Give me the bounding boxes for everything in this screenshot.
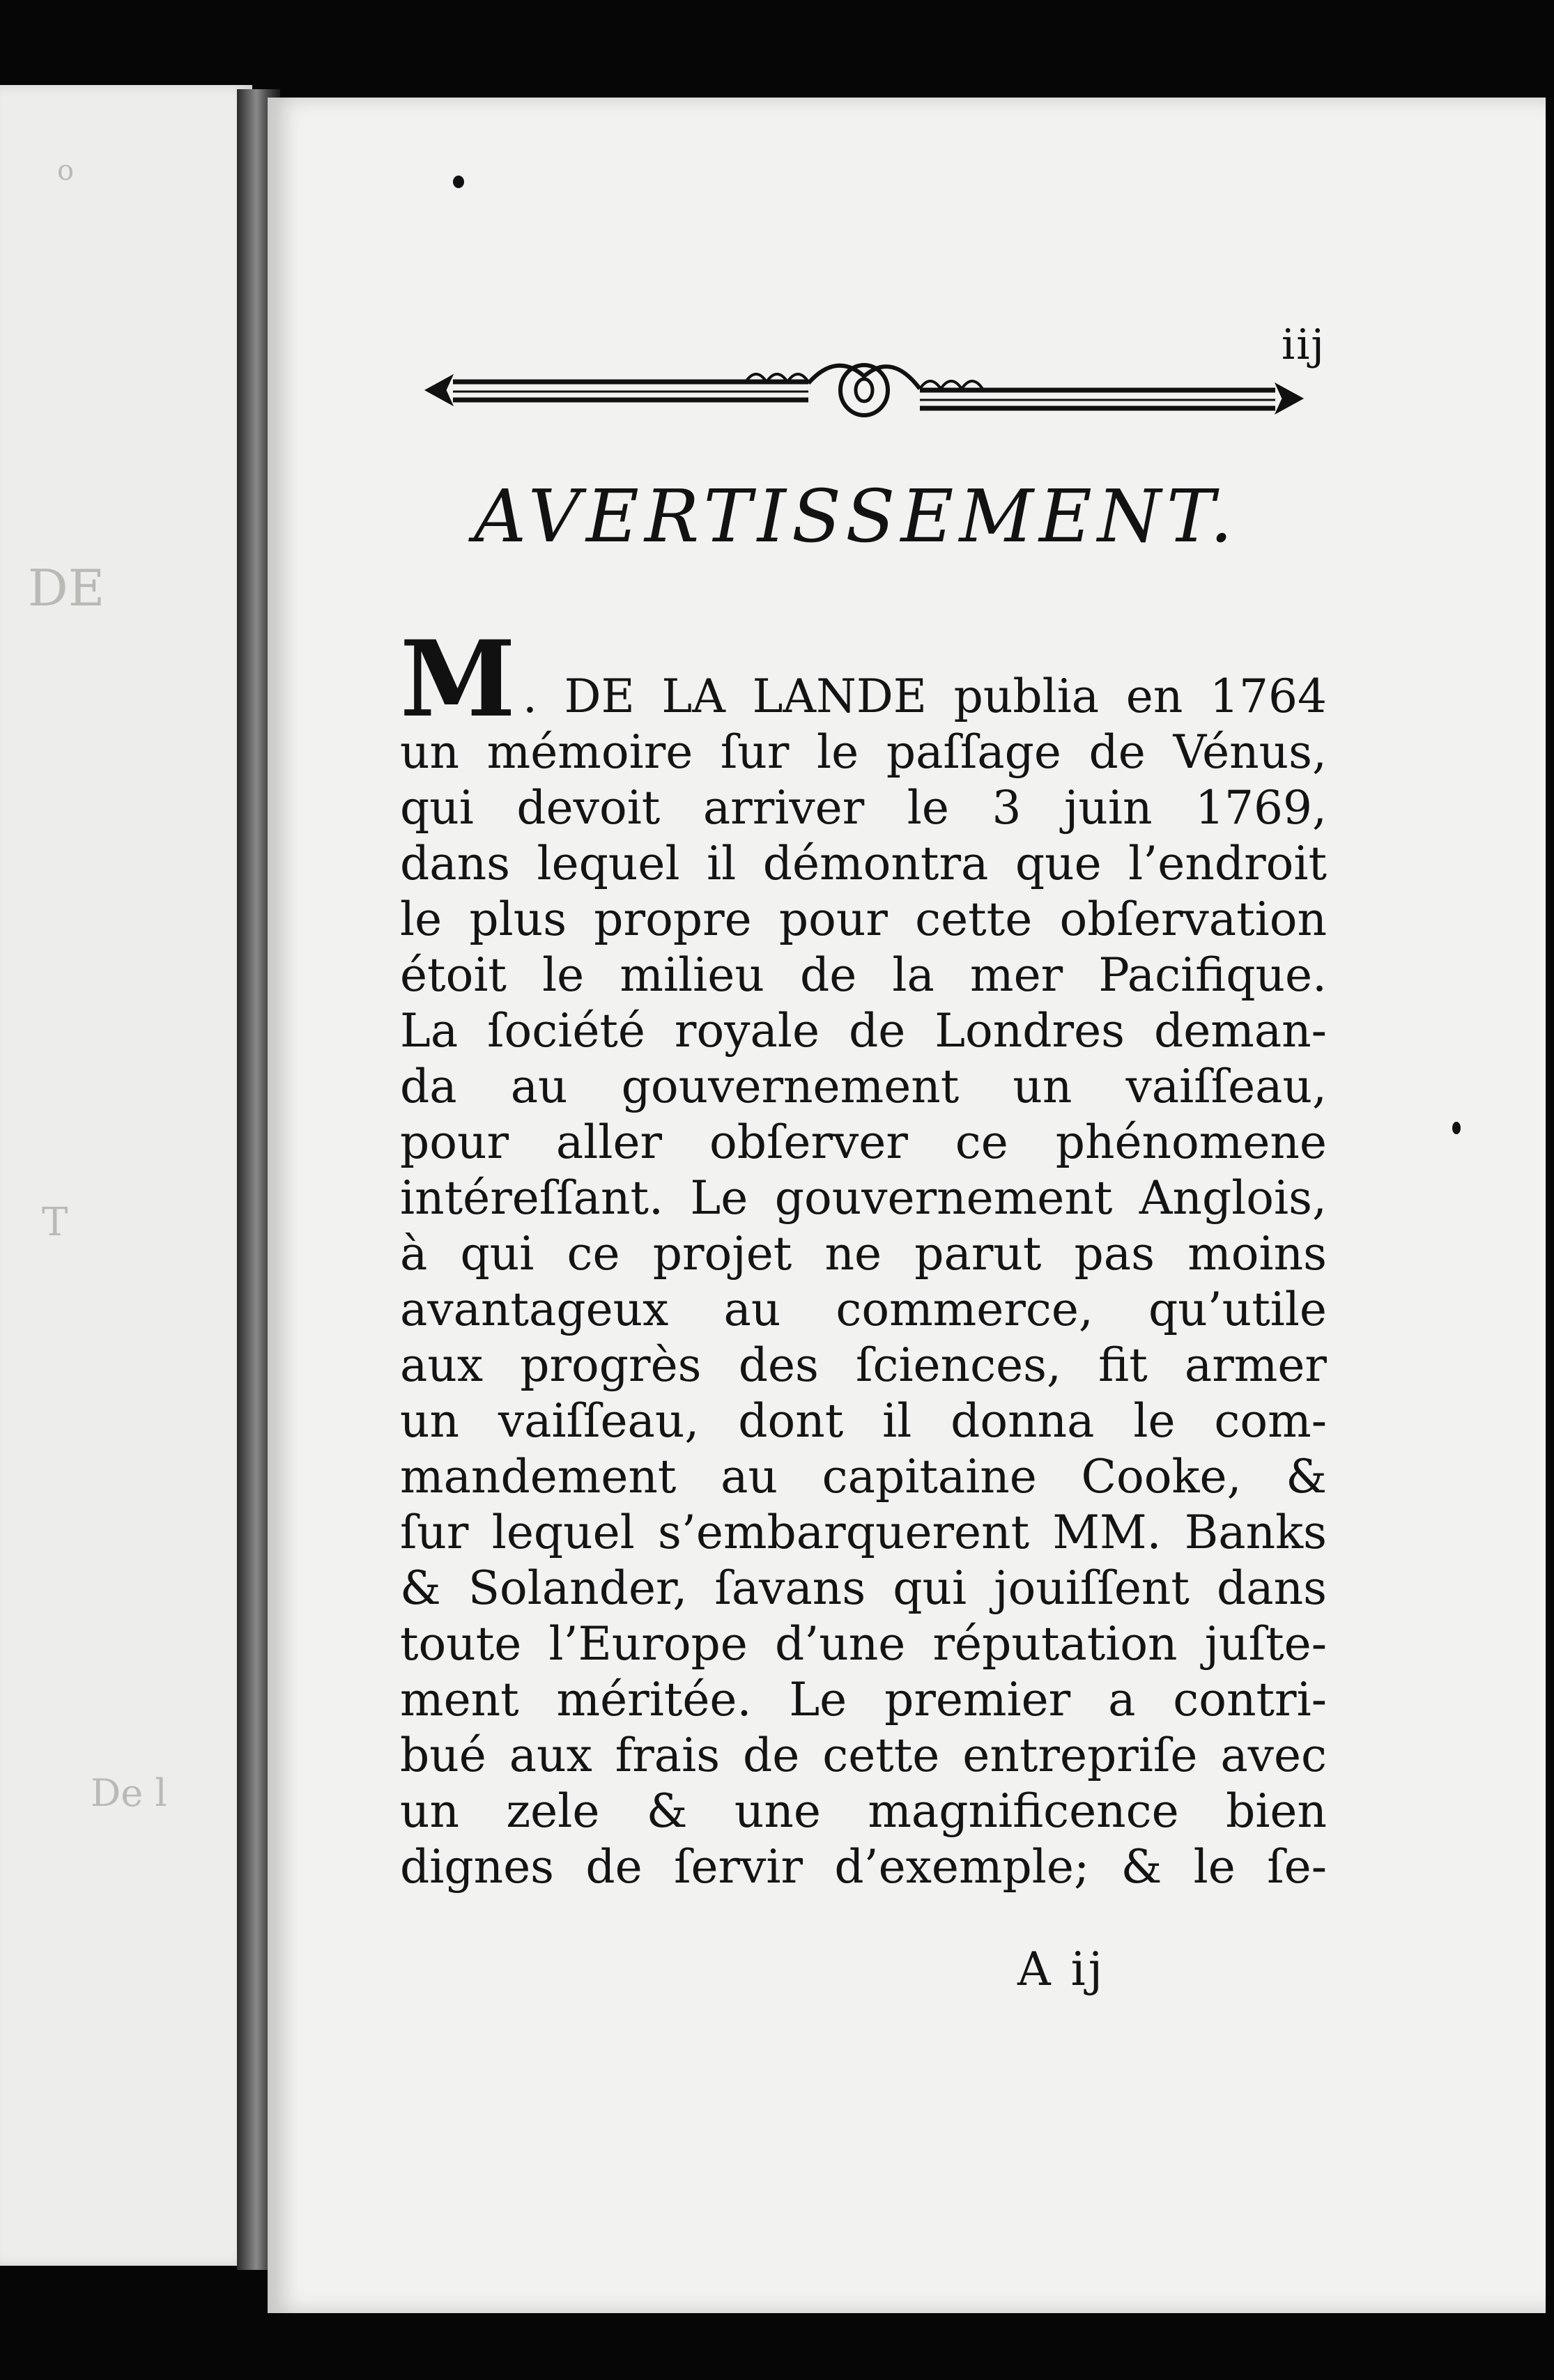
text-line: dignes de ſervir d’exemple; & le ſe- bbox=[400, 1840, 1327, 1894]
left-page-fragment: DE bbox=[28, 559, 105, 617]
text-line: toute l’Europe d’une réputation juſte- bbox=[400, 1617, 1327, 1671]
text-line: un zele & une magnificence bien bbox=[400, 1784, 1327, 1838]
text-line: ment méritée. Le premier a contri- bbox=[400, 1673, 1327, 1726]
text-line: intéreſſant. Le gouvernement Anglois, bbox=[400, 1171, 1327, 1225]
text-line: aux progrès des ſciences, fit armer bbox=[400, 1338, 1327, 1392]
text-line: le plus propre pour cette obſervation bbox=[400, 892, 1327, 946]
text-line: avantageux au commerce, qu’utile bbox=[400, 1283, 1327, 1336]
header-ornament bbox=[418, 355, 1310, 432]
text-line: & Solander, ſavans qui jouiſſent dans bbox=[400, 1561, 1327, 1615]
body-text bbox=[400, 618, 1327, 1895]
page-title: AVERTISSEMENT. bbox=[474, 474, 1239, 559]
ink-speck bbox=[1452, 1122, 1461, 1134]
text-line: à qui ce projet ne parut pas moins bbox=[400, 1227, 1327, 1281]
text-line: qui devoit arriver le 3 juin 1769, bbox=[400, 781, 1327, 835]
text-line: ſur lequel s’embarquerent MM. Banks bbox=[400, 1506, 1327, 1559]
text-line: un vaiſſeau, dont il donna le com- bbox=[400, 1394, 1327, 1448]
first-line bbox=[400, 618, 1327, 741]
drop-cap: M bbox=[400, 618, 516, 741]
book-page bbox=[268, 98, 1546, 2313]
text-line: . DE LA LANDE publia en 1764 bbox=[523, 670, 1327, 723]
text-line: dans lequel il démontra que l’endroit bbox=[400, 837, 1327, 890]
text-line: mandement au capitaine Cooke, & bbox=[400, 1450, 1327, 1504]
text-line: étoit le milieu de la mer Pacifique. bbox=[400, 948, 1327, 1002]
signature-mark: A ij bbox=[1017, 1942, 1106, 1996]
left-page bbox=[0, 85, 252, 2266]
text-line: pour aller obſerver ce phénomene bbox=[400, 1115, 1327, 1169]
page-folio: iij bbox=[1282, 320, 1325, 369]
left-page-fragment: o bbox=[57, 155, 75, 187]
left-page-fragment: T bbox=[42, 1200, 68, 1245]
left-page-fragment: De l bbox=[91, 1771, 167, 1815]
ink-speck bbox=[453, 176, 464, 188]
text-line: bué aux frais de cette entrepriſe avec bbox=[400, 1729, 1327, 1782]
text-line: La ſociété royale de Londres deman- bbox=[400, 1004, 1327, 1058]
text-line: un mémoire ſur le paſſage de Vénus, bbox=[400, 725, 1327, 779]
text-line: da au gouvernement un vaiſſeau, bbox=[400, 1060, 1327, 1113]
